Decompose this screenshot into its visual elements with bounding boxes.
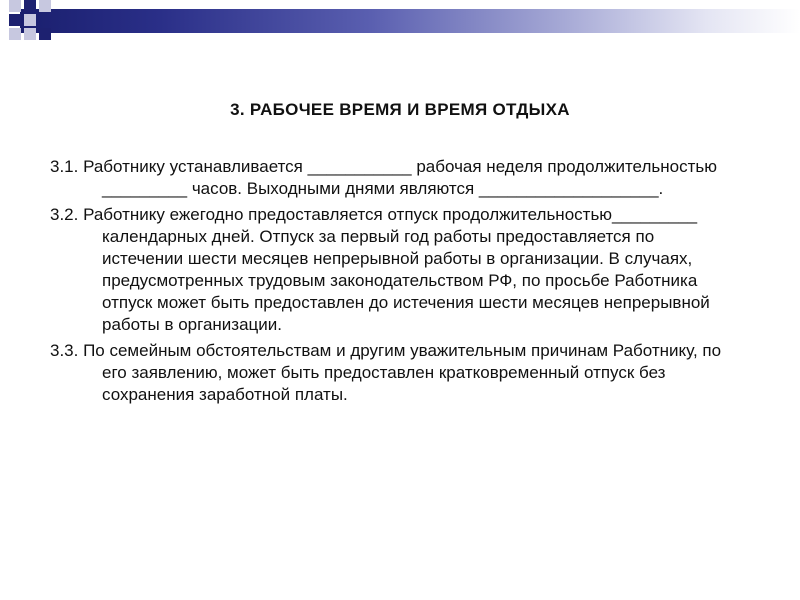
decor-square (9, 14, 21, 26)
header-gradient-bar (20, 9, 800, 33)
decor-square (9, 28, 21, 40)
slide-title-text: 3. РАБОЧЕЕ ВРЕМЯ И ВРЕМЯ ОТДЫХА (230, 100, 570, 119)
paragraph-3-3: 3.3. По семейным обстоятельствам и другим уважительным причинам Работнику, по его заявлению, может быть предоставлен кратковременный отпуск без сохранения заработной платы. (50, 341, 722, 404)
slide-body (50, 156, 740, 410)
decor-square (9, 0, 21, 12)
decor-square (39, 28, 51, 40)
paragraph-3-1: 3.1. Работнику устанавливается ___________ рабочая неделя продолжительностью _________ часов. Выходными днями являются ___________________. (50, 157, 717, 198)
slide-title (0, 100, 800, 120)
decor-square (24, 0, 36, 12)
decor-square (24, 14, 36, 26)
decor-square (24, 28, 36, 40)
paragraph-3-2: 3.2. Работнику ежегодно предоставляется отпуск продолжительностью_________ календарных дней. Отпуск за первый год работы предоставляется по истечении шести месяцев непрерывной работы в организации. В случаях, предусмотренных трудовым законодательством РФ, по просьбе Работника отпуск может быть предоставлен до истечения шести месяцев непрерывной работы в организации. (50, 205, 710, 334)
decor-square (39, 0, 51, 12)
header-band (0, 0, 800, 50)
